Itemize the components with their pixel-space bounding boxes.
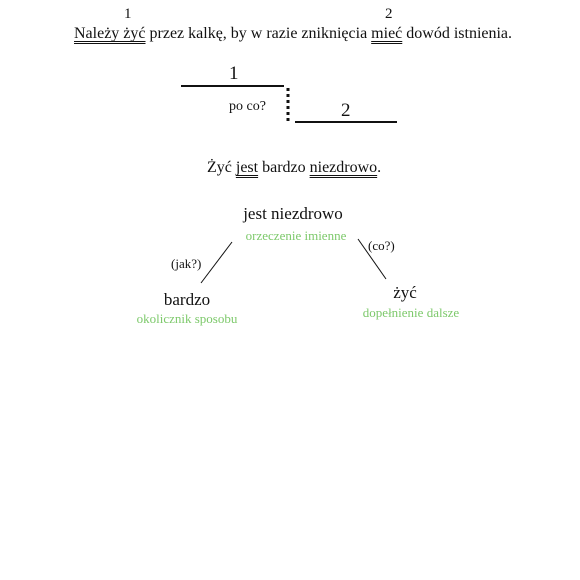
clause-number-2: 2 — [385, 6, 393, 22]
tree-branch-left — [201, 242, 232, 283]
tree-right-word: żyć — [393, 283, 417, 302]
tree-root-word: jest niezdrowo — [243, 204, 343, 223]
word-bardzo: bardzo — [262, 159, 306, 176]
tree-root-role: orzeczenie imienne — [245, 228, 347, 243]
predicate-niezdrowo: niezdrowo — [309, 159, 378, 176]
predicate-nalezy-zyc: Należy żyć — [74, 25, 146, 42]
sentence-2 — [207, 159, 381, 177]
tree-right-role: dopełnienie dalsze — [362, 305, 460, 320]
sentence-1-end: dowód istnienia. — [406, 25, 513, 42]
sentence-2-period: . — [377, 159, 382, 176]
sentence-1-middle: przez kalkę, by w razie zniknięcia — [149, 25, 368, 42]
predicate-jest: jest — [235, 159, 259, 176]
subject-zyc: Żyć — [207, 159, 232, 176]
sentence-1 — [74, 25, 512, 43]
clause-question: po co? — [229, 99, 266, 114]
tree-right-question: (co?) — [368, 238, 395, 253]
clause-diagram-label-1: 1 — [229, 63, 239, 84]
tree-left-question: (jak?) — [171, 256, 202, 271]
tree-left-word: bardzo — [163, 290, 211, 309]
clause-number-1: 1 — [124, 6, 132, 22]
predicate-miec: mieć — [371, 25, 403, 42]
tree-left-role: okolicznik sposobu — [136, 311, 238, 326]
clause-diagram-label-2: 2 — [341, 100, 351, 121]
